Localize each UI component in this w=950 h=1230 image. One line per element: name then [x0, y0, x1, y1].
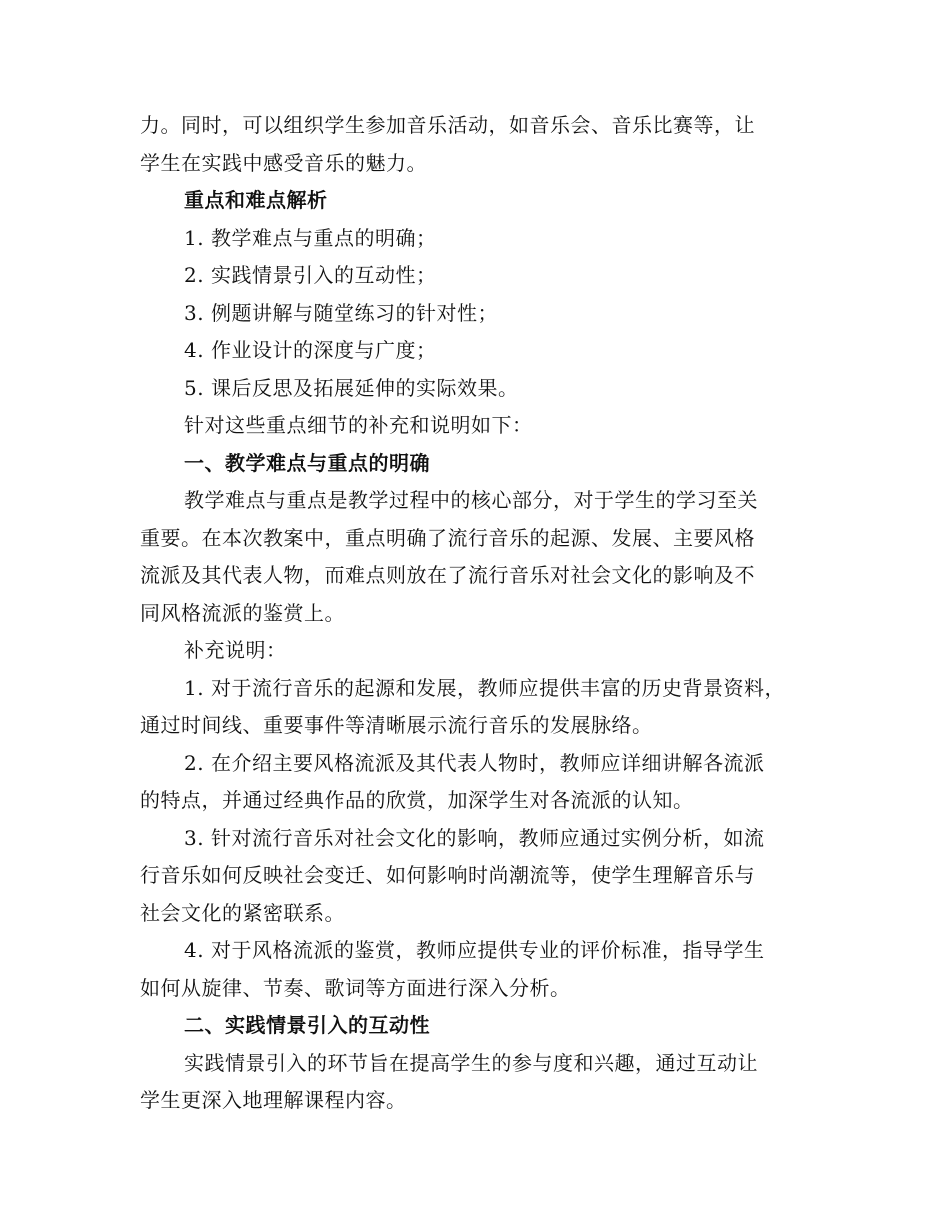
section-heading: 一、教学难点与重点的明确: [184, 451, 430, 475]
key-point-item: 4. 作业设计的深度与广度；: [184, 338, 437, 362]
paragraph-line: 教学难点与重点是教学过程中的核心部分，对于学生的学习至关: [184, 488, 758, 512]
paragraph-line: 学生在实践中感受音乐的魅力。: [140, 151, 427, 175]
supplement-label: 补充说明：: [184, 638, 287, 662]
supplement-item: 的特点，并通过经典作品的欣赏，加深学生对各流派的认知。: [140, 788, 694, 812]
paragraph-line: 学生更深入地理解课程内容。: [140, 1088, 407, 1112]
key-point-item: 2. 实践情景引入的互动性；: [184, 263, 437, 287]
supplement-item: 社会文化的紧密联系。: [140, 901, 345, 925]
supplement-item: 通过时间线、重要事件等清晰展示流行音乐的发展脉络。: [140, 713, 653, 737]
supplement-item: 3. 针对流行音乐对社会文化的影响，教师应通过实例分析，如流: [184, 826, 765, 850]
intro-text: 针对这些重点细节的补充和说明如下：: [184, 413, 533, 437]
paragraph-line: 实践情景引入的环节旨在提高学生的参与度和兴趣，通过互动让: [184, 1051, 758, 1075]
supplement-item: 行音乐如何反映社会变迁、如何影响时尚潮流等，使学生理解音乐与: [140, 863, 755, 887]
key-point-item: 3. 例题讲解与随堂练习的针对性；: [184, 301, 498, 325]
paragraph-line: 流派及其代表人物，而难点则放在了流行音乐对社会文化的影响及不: [140, 563, 755, 587]
section-heading: 二、实践情景引入的互动性: [184, 1013, 430, 1037]
supplement-item: 2. 在介绍主要风格流派及其代表人物时，教师应详细讲解各流派: [184, 751, 765, 775]
paragraph-line: 同风格流派的鉴赏上。: [140, 601, 345, 625]
key-point-item: 5. 课后反思及拓展延伸的实际效果。: [184, 376, 519, 400]
supplement-item: 如何从旋律、节奏、歌词等方面进行深入分析。: [140, 976, 571, 1000]
key-point-item: 1. 教学难点与重点的明确；: [184, 226, 437, 250]
paragraph-line: 重要。在本次教案中，重点明确了流行音乐的起源、发展、主要风格: [140, 526, 755, 550]
supplement-item: 4. 对于风格流派的鉴赏，教师应提供专业的评价标准，指导学生: [184, 938, 765, 962]
supplement-item: 1. 对于流行音乐的起源和发展，教师应提供丰富的历史背景资料，: [184, 676, 785, 700]
key-points-heading: 重点和难点解析: [184, 188, 328, 212]
paragraph-line: 力。同时，可以组织学生参加音乐活动，如音乐会、音乐比赛等，让: [140, 113, 755, 137]
